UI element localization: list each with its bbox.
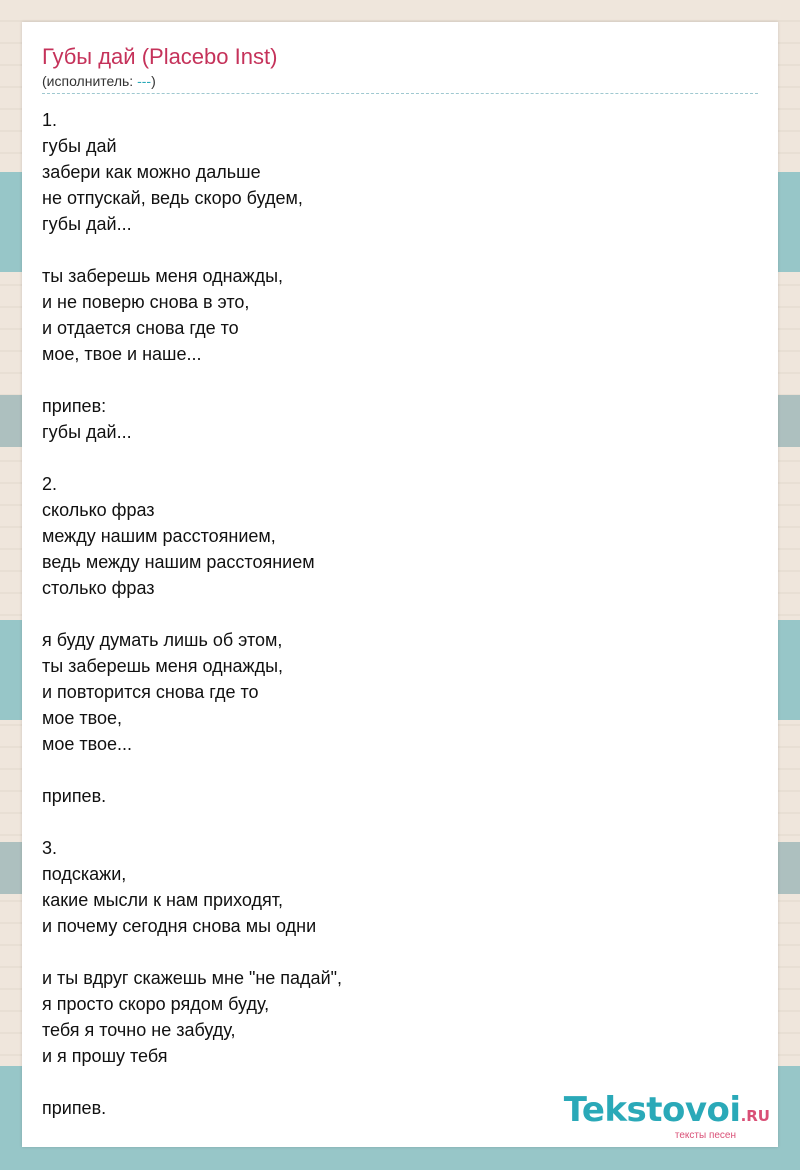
artist-line <box>42 73 156 89</box>
lyric-line: тебя я точно не забуду, <box>42 1020 236 1040</box>
lyric-line <box>42 237 342 263</box>
lyric-line: губы дай <box>42 136 117 156</box>
lyric-line: припев. <box>42 1098 107 1118</box>
lyrics-card <box>22 22 778 1147</box>
lyric-line: какие мысли к нам приходят, <box>42 890 284 910</box>
lyric-line: сколько фраз <box>42 500 155 520</box>
lyric-line: я буду думать лишь об этом, <box>42 630 283 650</box>
lyric-line: припев. <box>42 786 107 806</box>
artist-suffix: ) <box>151 73 156 89</box>
lyric-line: мое твое... <box>42 734 133 754</box>
lyric-line: и повторится снова где то <box>42 682 259 702</box>
lyric-line: и я прошу тебя <box>42 1046 168 1066</box>
lyric-line: я просто скоро рядом буду, <box>42 994 270 1014</box>
lyric-line: ты заберешь меня однажды, <box>42 266 284 286</box>
logo-wordmark <box>564 1092 770 1134</box>
lyric-line: губы дай... <box>42 214 132 234</box>
lyric-line <box>42 1069 342 1095</box>
lyric-line: столько фраз <box>42 578 155 598</box>
lyric-line: 2. <box>42 474 58 494</box>
lyric-line: и почему сегодня снова мы одни <box>42 916 317 936</box>
lyric-line <box>42 939 342 965</box>
lyric-line: 1. <box>42 110 58 130</box>
lyric-line: 3. <box>42 838 58 858</box>
lyric-line <box>42 757 342 783</box>
logo-name: Tekstovoi <box>563 1090 741 1130</box>
lyric-line <box>42 601 342 627</box>
lyric-line: и отдается снова где то <box>42 318 239 338</box>
lyric-line <box>42 809 342 835</box>
artist-prefix: (исполнитель: <box>42 73 138 89</box>
lyric-line: мое твое, <box>42 708 123 728</box>
lyric-line <box>42 367 342 393</box>
lyric-line: припев: <box>42 396 107 416</box>
lyrics-text <box>42 107 342 1121</box>
lyric-line: и не поверю снова в это, <box>42 292 250 312</box>
lyric-line: ведь между нашим расстоянием <box>42 552 315 572</box>
lyric-line: забери как можно дальше <box>42 162 261 182</box>
artist-link[interactable]: --- <box>137 73 152 89</box>
lyric-line: ты заберешь меня однажды, <box>42 656 284 676</box>
lyric-line: и ты вдруг скажешь мне "не падай", <box>42 968 343 988</box>
song-title: Губы дай (Placebo Inst) <box>42 44 278 69</box>
lyric-line: не отпускай, ведь скоро будем, <box>42 188 303 208</box>
site-logo[interactable] <box>564 1092 770 1141</box>
title-divider <box>42 93 758 94</box>
logo-tld: .RU <box>740 1107 770 1125</box>
lyric-line: между нашим расстоянием, <box>42 526 276 546</box>
lyric-line <box>42 445 342 471</box>
lyric-line: мое, твое и наше... <box>42 344 202 364</box>
logo-tagline: тексты песен <box>674 1130 736 1141</box>
lyric-line: губы дай... <box>42 422 132 442</box>
lyric-line: подскажи, <box>42 864 127 884</box>
